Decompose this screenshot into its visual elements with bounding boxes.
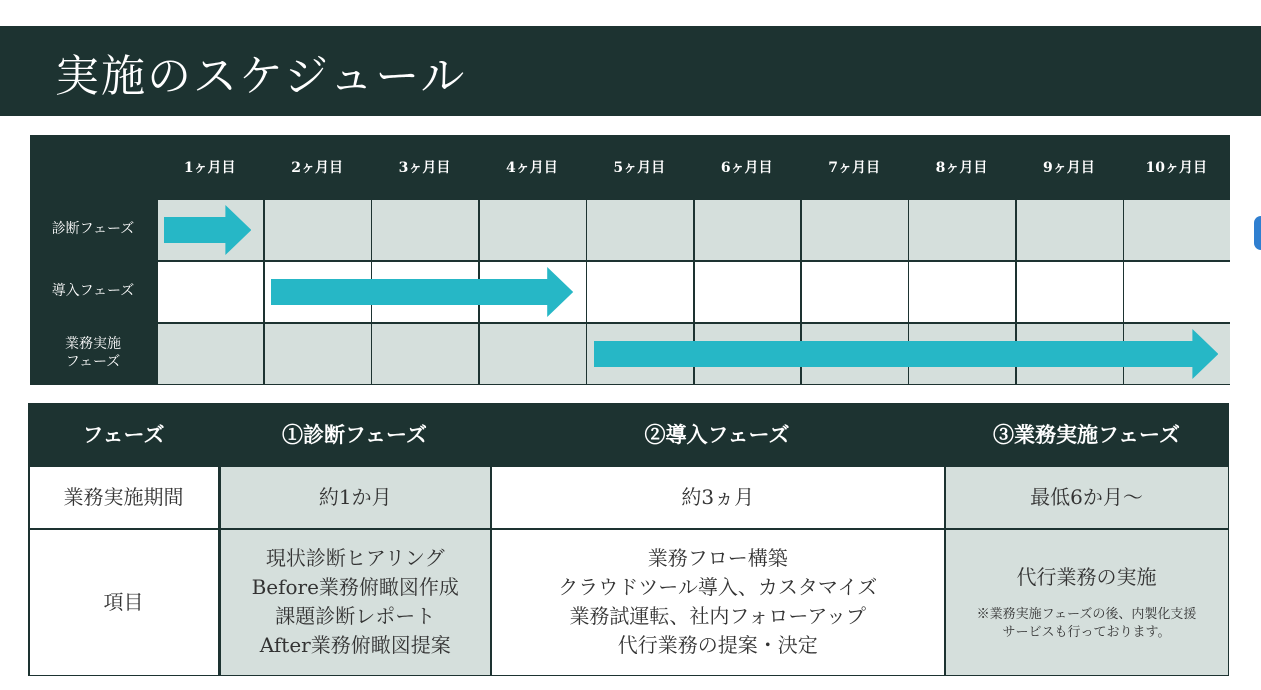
schedule-cell (1017, 200, 1123, 261)
phase-row-label: 導入フェーズ (51, 283, 135, 299)
summary-row-label: 項目 (30, 530, 218, 675)
phase-summary-table (28, 403, 1229, 676)
summary-cell-line: クラウドツール導入、カスタマイズ (558, 575, 878, 599)
schedule-cell (372, 324, 478, 385)
summary-cell (221, 530, 491, 675)
month-header: 3ヶ月目 (398, 159, 451, 176)
phase-arrow (271, 267, 573, 317)
schedule-cell (480, 200, 586, 261)
summary-cell (946, 530, 1228, 675)
schedule-gantt (30, 135, 1230, 385)
summary-cell-line: Before業務俯瞰図作成 (251, 575, 459, 599)
summary-header: フェーズ (82, 422, 165, 447)
summary-cell-line: 約3ヵ月 (681, 484, 755, 509)
edge-indicator (1254, 216, 1261, 250)
summary-cell (946, 467, 1228, 529)
schedule-cell (695, 262, 801, 323)
month-header: 10ヶ月目 (1145, 159, 1208, 176)
summary-cell-line: 業務フロー構築 (647, 546, 788, 570)
month-header: 6ヶ月目 (720, 159, 773, 176)
phase-arrow (594, 329, 1218, 379)
summary-cell (492, 467, 945, 529)
summary-cell-line: 最低6か月～ (1030, 484, 1143, 509)
summary-cell (221, 467, 491, 529)
schedule-cell (158, 324, 264, 385)
support-note: ※業務実施フェーズの後、内製化支援 サービスも行っております。 (976, 606, 1197, 640)
summary-cell (492, 530, 945, 675)
summary-cell-line: 約1か月 (318, 484, 392, 509)
month-header: 4ヶ月目 (506, 159, 558, 176)
summary-header: ①診断フェーズ (282, 422, 427, 447)
schedule-cell (265, 200, 371, 261)
month-header: 9ヶ月目 (1043, 159, 1095, 176)
summary-cell-line: After業務俯瞰図提案 (259, 633, 451, 657)
month-header: 8ヶ月目 (935, 159, 988, 176)
schedule-cell (265, 324, 371, 385)
schedule-cell (587, 262, 693, 323)
schedule-cell (1124, 200, 1230, 261)
summary-cell-line: 業務試運転、社内フォローアップ (569, 604, 867, 628)
month-header: 5ヶ月目 (613, 159, 666, 176)
month-header: 1ヶ月目 (183, 159, 236, 176)
summary-row-label: 業務実施期間 (30, 467, 218, 529)
schedule-cell (802, 200, 908, 261)
schedule-cell (587, 200, 693, 261)
schedule-cell (909, 262, 1015, 323)
month-header: 7ヶ月目 (828, 159, 880, 176)
month-header: 2ヶ月目 (291, 159, 343, 176)
summary-cell-line: 代行業務の実施 (1016, 564, 1157, 589)
page-title: 実施のスケジュール (55, 51, 467, 102)
summary-header: ②導入フェーズ (644, 422, 790, 447)
title-bar (0, 26, 1261, 116)
summary-cell-line: 現状診断ヒアリング (265, 546, 445, 570)
schedule-cell (695, 200, 801, 261)
schedule-cell (1017, 262, 1123, 323)
schedule-cell (480, 324, 586, 385)
schedule-cell (372, 200, 478, 261)
schedule-cell (158, 262, 264, 323)
phase-row-label: 業務実施 フェーズ (65, 336, 121, 370)
phase-arrow (164, 205, 251, 255)
summary-cell-line: 課題診断レポート (275, 604, 436, 628)
schedule-cell (909, 200, 1015, 261)
schedule-cell (802, 262, 908, 323)
summary-header: ③業務実施フェーズ (993, 422, 1180, 447)
summary-cell-line: 代行業務の提案・決定 (617, 633, 818, 657)
phase-row-label: 診断フェーズ (51, 221, 135, 237)
schedule-cell (1124, 262, 1230, 323)
